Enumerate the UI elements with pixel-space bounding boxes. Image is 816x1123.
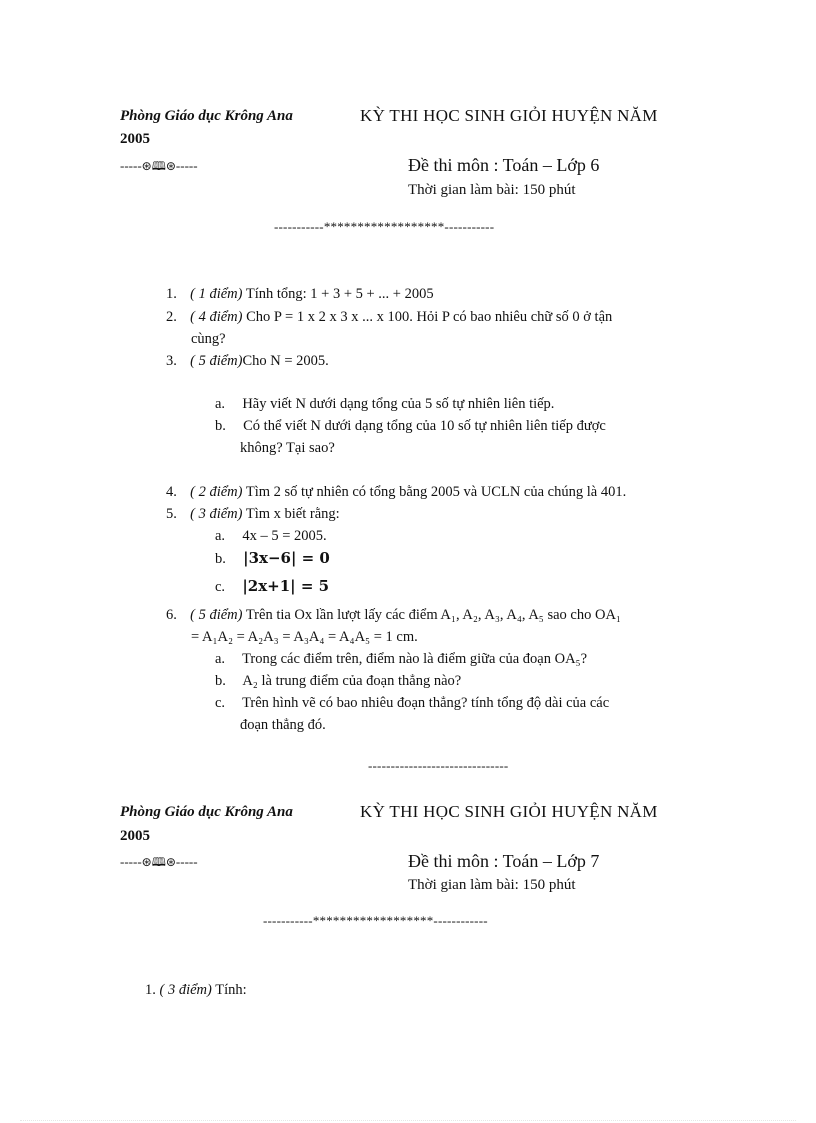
question-4: [166, 481, 626, 503]
question-text: Tính tổng: 1 + 3 + 5 + ... + 2005: [242, 286, 434, 302]
question-3: [166, 350, 329, 372]
exam-title: KỲ THI HỌC SINH GIỎI HUYỆN NĂM: [360, 106, 658, 125]
subquestion-label: a.: [215, 396, 226, 412]
question-6c: [215, 692, 609, 714]
separator-line: -----------******************-----------: [274, 219, 495, 234]
decoration: [120, 157, 198, 178]
question-number: 1.: [145, 982, 156, 998]
question-number: 1.: [166, 286, 177, 302]
page-edge: [20, 1120, 796, 1121]
deco-symbols: ⊛🕮⊛: [141, 855, 176, 869]
question-text: Cho N = 2005.: [242, 353, 329, 369]
deco-dashes-right: -----: [175, 854, 198, 869]
deco-dashes-right: -----: [175, 158, 198, 173]
question-number: 6.: [166, 607, 177, 623]
question-2: [166, 306, 612, 328]
question-number: 5.: [166, 506, 177, 522]
question-points: ( 3 điểm): [190, 506, 243, 522]
exam-title: KỲ THI HỌC SINH GIỎI HUYỆN NĂM: [360, 802, 658, 821]
subquestion-text: A₂ là trung điểm của đoạn thẳng nào?: [242, 673, 462, 689]
subquestion-text-continued: đoạn thẳng đó.: [240, 717, 326, 733]
question-number: 3.: [166, 353, 177, 369]
question-6b: [215, 670, 461, 692]
question-3a: [215, 393, 554, 415]
equation-abs-2x-plus-1: |2x+1| = 5: [242, 577, 330, 595]
deco-symbols: ⊛🕮⊛: [141, 159, 176, 173]
subquestion-label: a.: [215, 651, 226, 667]
decoration: [120, 853, 198, 874]
question-3b: [215, 415, 606, 437]
school-name: Phòng Giáo dục Krông Ana: [120, 108, 293, 124]
question-text: Tìm x biết rằng:: [242, 506, 340, 522]
exam-subject: Đề thi môn : Toán – Lớp 7: [408, 851, 600, 871]
subquestion-label: a.: [215, 528, 226, 544]
subquestion-label: b.: [215, 673, 226, 689]
question-text: Tìm 2 số tự nhiên có tổng bằng 2005 và UCLN của chúng là 401.: [242, 484, 627, 500]
equation-abs-3x-minus-6: |3x−6| = 0: [243, 549, 330, 567]
question-points: ( 5 điểm): [190, 607, 243, 623]
exam-time: Thời gian làm bài: 150 phút: [408, 182, 576, 198]
question-points: ( 4 điểm): [190, 309, 243, 325]
subquestion-label: b.: [215, 551, 226, 567]
subquestion-text: Trên hình vẽ có bao nhiêu đoạn thẳng? tính tổng độ dài của các: [242, 695, 610, 711]
subquestion-text: Trong các điểm trên, điểm nào là điểm giữa của đoạn OA₅?: [242, 651, 588, 667]
deco-dashes-left: -----: [120, 158, 142, 173]
subquestion-text-continued: không? Tại sao?: [240, 440, 335, 456]
subquestion-text: Có thể viết N dưới dạng tổng của 10 số tự nhiên liên tiếp được: [243, 418, 606, 434]
question-1: [166, 283, 434, 305]
question-points: ( 1 điểm): [190, 286, 243, 302]
question-number: 2.: [166, 309, 177, 325]
deco-dashes-left: -----: [120, 854, 142, 869]
question-points: ( 5 điểm): [190, 353, 243, 369]
question-1: [145, 979, 247, 1001]
question-points: ( 2 điểm): [190, 484, 243, 500]
question-points: ( 3 điểm): [159, 982, 212, 998]
question-5c: [215, 575, 329, 598]
separator-line: -----------******************------------: [263, 913, 488, 928]
question-6: [166, 604, 621, 626]
question-number: 4.: [166, 484, 177, 500]
exam-year: 2005: [120, 828, 150, 844]
question-5a: [215, 525, 327, 547]
question-6a: [215, 648, 587, 670]
question-5b: [215, 547, 330, 570]
exam-subject: Đề thi môn : Toán – Lớp 6: [408, 155, 600, 175]
question-text: Tính:: [215, 982, 247, 998]
exam-time: Thời gian làm bài: 150 phút: [408, 877, 576, 893]
subquestion-text: Hãy viết N dưới dạng tổng của 5 số tự nhiên liên tiếp.: [242, 396, 555, 412]
question-text-continued: = A₁A₂ = A₂A₃ = A₃A₄ = A₄A₅ = 1 cm.: [191, 629, 418, 645]
school-name: Phòng Giáo dục Krông Ana: [120, 804, 293, 820]
subquestion-label: c.: [215, 695, 226, 711]
question-5: [166, 503, 340, 525]
question-text: Trên tia Ox lần lượt lấy các điểm A₁, A₂, A₃, A₄, A₅ sao cho OA₁: [242, 607, 621, 623]
subquestion-text: 4x – 5 = 2005.: [242, 528, 327, 544]
question-text: Cho P = 1 x 2 x 3 x ... x 100. Hỏi P có bao nhiêu chữ số 0 ở tận: [242, 309, 613, 325]
subquestion-label: b.: [215, 418, 226, 434]
exam-year: 2005: [120, 131, 150, 147]
end-separator: -------------------------------: [368, 758, 509, 773]
question-text-continued: cùng?: [191, 331, 226, 347]
subquestion-label: c.: [215, 579, 226, 595]
